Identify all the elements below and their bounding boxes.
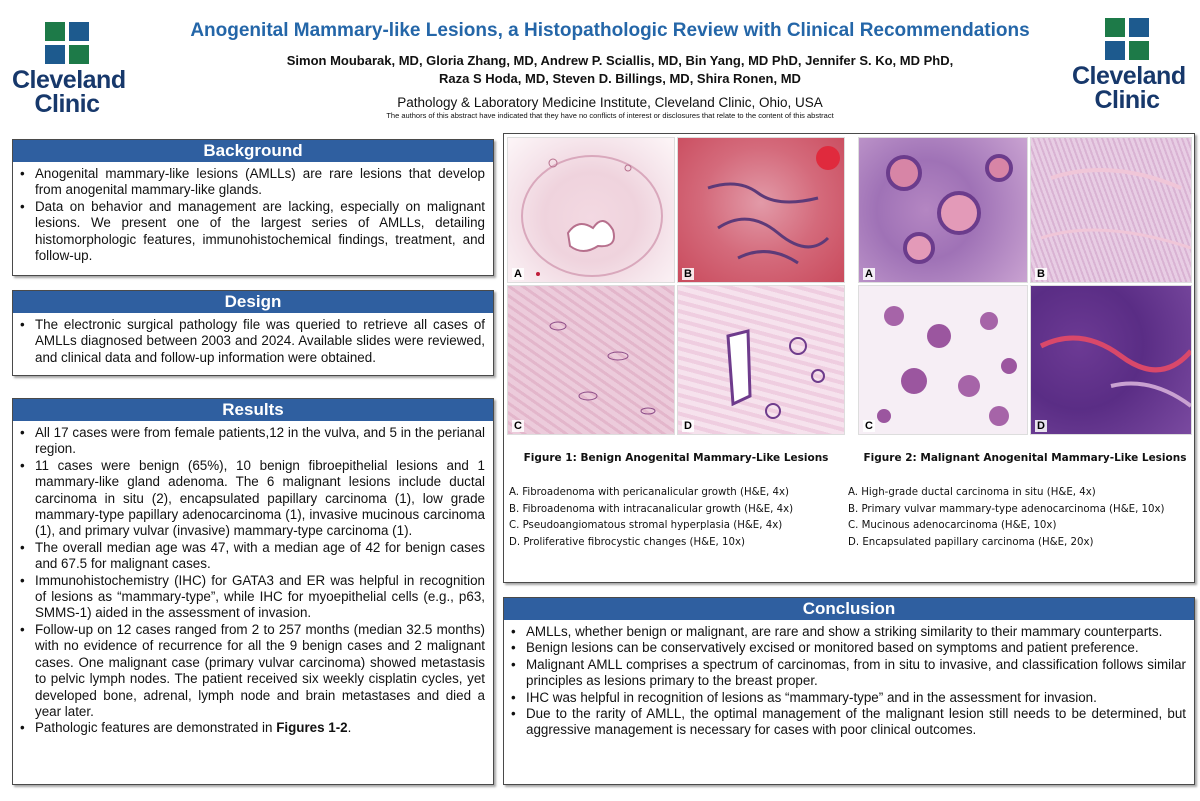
panel-label: B — [1037, 268, 1045, 280]
figure2-panel-d-image — [1030, 285, 1192, 435]
micrograph-illustration — [1031, 138, 1192, 283]
section-heading: Background — [13, 140, 493, 162]
list-item: C. Mucinous adenocarcinoma (H&E, 10x) — [848, 520, 1057, 531]
design-list — [13, 313, 493, 366]
poster-title: Anogenital Mammary-like Lesions, a Histopathologic Review with Clinical Recommendations — [190, 20, 1030, 41]
panel-label: C — [514, 420, 522, 432]
figure1-caption: Figure 1: Benign Anogenital Mammary-Like Lesions — [523, 452, 829, 464]
list-item — [17, 720, 485, 736]
list-item: • Anogenital mammary-like lesions (AMLLs) are rare lesions that develop from anogenital mammary-like glands. — [17, 166, 485, 199]
cleveland-clinic-logo-mark-icon — [45, 22, 89, 64]
list-item: • Follow-up on 12 cases ranged from 2 to 257 months (median 32.5 months) with no evidence of recurrence for all the 9 benign cases and 2 malignant cases. One malignant case (primary vulvar carcinoma) showed metastasis to pelvic lymph nodes. The patient received six weekly cisplatin cycles, yet developed bone, adrenal, lymph node and brain metastases and died a year later. — [17, 622, 485, 720]
list-item: • AMLLs, whether benign or malignant, are rare and show a striking similarity to their mammary counterparts. — [508, 624, 1186, 640]
figure2-panel-b-image — [1030, 137, 1192, 283]
conclusion-list — [504, 620, 1194, 739]
list-item: C. Pseudoangiomatous stromal hyperplasia (H&E, 4x) — [509, 520, 783, 531]
figure-reference-suffix: . — [347, 720, 352, 736]
list-item: • Data on behavior and management are lacking, especially on malignant lesions. We present one of the largest series of AMLLs, detailing histomorphologic features, immunohistochemical findings, treatment, and follow-up. — [17, 199, 485, 265]
background-section — [12, 139, 494, 276]
figures-section — [503, 133, 1195, 583]
author-list — [200, 52, 1040, 88]
figure-reference-prefix: Pathologic features are demonstrated in — [35, 720, 277, 736]
figure1-panel-d-image — [677, 285, 845, 435]
cleveland-clinic-logo-left — [12, 22, 126, 118]
micrograph-illustration — [859, 138, 1028, 283]
results-section — [12, 398, 494, 785]
list-item: • All 17 cases were from female patients,12 in the vulva, and 5 in the perianal region. — [17, 425, 485, 458]
author-line-2: Raza S Hoda, MD, Steven D. Billings, MD, Shira Ronen, MD — [439, 71, 801, 86]
figure2-panel-a-image — [858, 137, 1028, 283]
list-item: D. Proliferative fibrocystic changes (H&E, 10x) — [509, 536, 745, 548]
logo-text-line1: Cleveland — [12, 66, 126, 94]
list-item: B. Fibroadenoma with intracanalicular growth (H&E, 4x) — [509, 503, 794, 515]
logo-text-line2: Clinic — [34, 90, 100, 118]
panel-label: C — [865, 420, 873, 432]
figure2-caption: Figure 2: Malignant Anogenital Mammary-Like Lesions — [863, 452, 1187, 464]
panel-label: A — [865, 268, 873, 280]
list-item: A. Fibroadenoma with pericanalicular growth (H&E, 4x) — [509, 487, 789, 498]
section-heading: Conclusion — [504, 598, 1194, 620]
section-heading: Results — [13, 399, 493, 421]
figure2-panel-c-image — [858, 285, 1028, 435]
results-list — [13, 421, 493, 737]
author-line-1: Simon Moubarak, MD, Gloria Zhang, MD, Andrew P. Sciallis, MD, Bin Yang, MD PhD, Jennifer S. Ko, MD PhD, — [286, 53, 954, 68]
design-section — [12, 290, 494, 376]
figure-reference: Figures 1-2 — [276, 720, 348, 736]
micrograph-illustration — [678, 286, 845, 435]
micrograph-illustration — [508, 138, 675, 283]
list-item: • Benign lesions can be conservatively excised or monitored based on symptoms and patient preference. — [508, 640, 1186, 656]
list-item: D. Encapsulated papillary carcinoma (H&E, 20x) — [848, 536, 1094, 548]
figure1-legend — [509, 485, 849, 551]
list-item: • IHC was helpful in recognition of lesions as “mammary-type” and in the assessment for invasion. — [508, 690, 1186, 706]
logo-text-line2: Clinic — [1094, 86, 1160, 114]
institution: Pathology & Laboratory Medicine Institute, Cleveland Clinic, Ohio, USA — [397, 95, 823, 110]
list-item: • Malignant AMLL comprises a spectrum of carcinomas, from in situ to invasive, and classification follows similar principles as lesions primary to the breast proper. — [508, 657, 1186, 690]
poster-header — [0, 0, 1200, 130]
micrograph-illustration — [859, 286, 1028, 435]
panel-label: B — [684, 268, 692, 280]
micrograph-illustration — [508, 286, 675, 435]
cleveland-clinic-logo-mark-icon — [1105, 18, 1149, 60]
micrograph-illustration — [678, 138, 845, 283]
list-item: • The overall median age was 47, with a median age of 42 for benign cases and 67.5 for malignant cases. — [17, 540, 485, 573]
list-item: • Due to the rarity of AMLL, the optimal management of the malignant lesion still needs to be determined, but aggressive management is necessary for cases with poor clinical outcomes. — [508, 706, 1186, 739]
list-item: • Immunohistochemistry (IHC) for GATA3 and ER was helpful in recognition of lesions as “mammary-type”, while IHC for myoepithelial cells (e.g., p63, SMMS-1) aided in the assessment of invasion. — [17, 573, 485, 622]
cleveland-clinic-logo-right — [1072, 18, 1186, 114]
list-item: B. Primary vulvar mammary-type adenocarcinoma (H&E, 10x) — [848, 503, 1165, 515]
figure1-panel-a-image — [507, 137, 675, 283]
panel-label: A — [514, 268, 522, 280]
figure1-panel-c-image — [507, 285, 675, 435]
panel-label: D — [1037, 420, 1045, 432]
panel-label: D — [684, 420, 692, 432]
background-list — [13, 162, 493, 264]
list-item: • 11 cases were benign (65%), 10 benign fibroepithelial lesions and 1 mammary-like gland adenoma. The 6 malignant lesions include ductal carcinoma in situ (2), encapsulated papillary carcinoma (1), low grade mammary-type papillary adenocarcinoma (1), invasive mucinous carcinoma (1), and primary vulvar (invasive) mammary-type carcinoma (1). — [17, 458, 485, 540]
disclosure-statement: The authors of this abstract have indicated that they have no conflicts of interest or disclosures that relate to the content of this abstract — [386, 111, 834, 120]
logo-text-line1: Cleveland — [1072, 62, 1186, 90]
figure1-panel-b-image — [677, 137, 845, 283]
conclusion-section — [503, 597, 1195, 785]
figure2-legend — [848, 485, 1194, 551]
list-item: A. High-grade ductal carcinoma in situ (H&E, 4x) — [848, 487, 1096, 498]
micrograph-illustration — [1031, 286, 1192, 435]
section-heading: Design — [13, 291, 493, 313]
list-item: • The electronic surgical pathology file was queried to retrieve all cases of AMLLs diagnosed between 2003 and 2024. Available slides were reviewed, and clinical data and follow-up information were obtained. — [17, 317, 485, 366]
